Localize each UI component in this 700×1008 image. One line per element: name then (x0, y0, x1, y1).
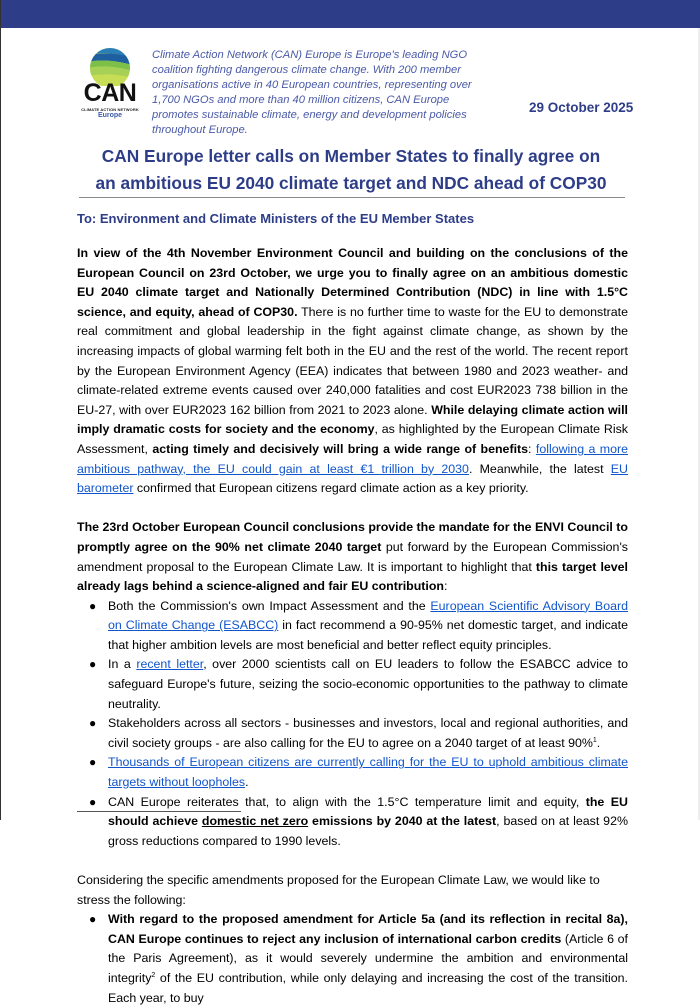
list-item (77, 655, 628, 714)
link-esabcc[interactable]: European Scientific Advisory Board on Climate Change (ESABCC) (108, 598, 628, 633)
logo-can-text: CAN (83, 79, 137, 107)
body-text: of the EU contribution, while only delaying and increasing the cost of the transition. Each year, to buy (108, 970, 628, 1005)
bold-text: With regard to the proposed amendment for Article 5a (and its reflection in recital 8a), CAN Europe continues to reject any inclusion of international carbon credits (108, 912, 628, 946)
body-text: Both the Commission's own Impact Assessment and the (108, 598, 431, 613)
body-text: confirmed that European citizens regard climate action as a key priority. (133, 481, 529, 496)
link-recent-letter[interactable]: recent letter (136, 657, 204, 672)
bullet-icon: ● (89, 598, 97, 613)
body-text: : (443, 579, 448, 594)
bold-underlined-text: domestic net zero (201, 814, 309, 829)
bullet-list-evidence (77, 597, 628, 852)
recipient-line: To: Environment and Climate Ministers of the EU Member States (77, 211, 475, 226)
body-text: (Article 6 of the Paris Agreement), as it would severely undermine the ambition and environmental integrity (108, 931, 629, 985)
body-text: in fact recommend a 90-95% net domestic target, and indicate that higher ambition levels are most beneficial and better reflect equity principles. (108, 618, 628, 652)
body-text: In a (108, 657, 137, 672)
footnote-separator (77, 811, 241, 812)
title-line-1: CAN Europe letter calls on Member States to finally agree on (101, 146, 601, 166)
page-title (61, 143, 641, 197)
bold-text: While delaying climate action will imply dramatic costs for society and the economy (77, 402, 628, 437)
body-text: , based on at least 92% gross reductions compared to 1990 levels. (108, 814, 628, 848)
list-item (77, 597, 628, 656)
logo-network-text: CLIMATE ACTION NETWORK (81, 107, 139, 112)
title-line-2: an ambitious EU 2040 climate target and NDC ahead of COP30 (95, 173, 607, 193)
footnote-ref[interactable]: 1 (592, 736, 597, 744)
list-item (77, 753, 628, 792)
list-item (77, 714, 628, 753)
top-header-band (1, 0, 700, 28)
bold-text: The 23rd October European Council conclusions provide the mandate for the ENVI Council to promptly agree on the 90% net climate 2040 target (77, 520, 628, 554)
body-text: , as highlighted by the European Climate Risk Assessment, (77, 422, 628, 456)
bullet-list-amendments (77, 910, 628, 1008)
letter-date: 29 October 2025 (529, 100, 634, 115)
body-text: , over 2000 scientists call on EU leaders to follow the ESABCC advice to safeguard Europe's future, seizing the socio-economic opportunities to the pathway to climate neutrality. (108, 657, 628, 711)
body-text: Stakeholders across all sectors - businesses and investors, local and regional authorities, and civil society groups - are also calling for the EU to agree on a 2040 target of at least 90% (108, 716, 628, 750)
paragraph-council-conclusions (77, 518, 628, 596)
can-europe-logo (79, 46, 141, 122)
body-text: put forward by the European Commission's amendment proposal to the European Climate Law. It is important to highlight that (77, 539, 628, 574)
bold-text: this target level already lags behind a science-aligned and fair EU contribution (77, 559, 628, 594)
bold-text: emissions by 2040 at the latest (308, 814, 497, 829)
organisation-intro: Climate Action Network (CAN) Europe is Europe's leading NGO coalition fighting dangerous climate change. With 200 member organisations active in 40 European countries, representing over 1,700 NGOs and more than 40 million citizens, CAN Europe promotes sustainable climate, energy and development policies throughout Europe. (152, 49, 472, 136)
paragraph-amendments: Considering the specific amendments proposed for the European Climate Law, we would like to stress the following: (77, 873, 600, 907)
letter-body (77, 244, 628, 1008)
bold-text: In view of the 4th November Environment Council and building on the conclusions of the European Council on 23rd October, we urge you to finally agree on an ambitious domestic EU 2040 climate target and Nationally Determined Contribution (NDC) in line with 1.5°C science, and equity, ahead of COP30. (77, 246, 628, 319)
body-text: . Meanwhile, the latest (468, 461, 611, 476)
body-text: CAN Europe reiterates that, to align with the 1.5°C temperature limit and equity, (108, 794, 586, 809)
bullet-icon: ● (89, 716, 97, 731)
footnote-ref[interactable]: 2 (151, 971, 156, 979)
link-eu-barometer[interactable]: EU barometer (77, 461, 628, 496)
title-divider (79, 197, 625, 198)
body-text: . (596, 735, 601, 750)
bullet-icon: ● (89, 657, 97, 672)
logo-region-text: Europe (97, 112, 123, 119)
bold-text: the EU should achieve (108, 794, 628, 829)
bullet-icon: ● (89, 794, 97, 809)
body-text: . (245, 775, 249, 790)
link-citizens-petition[interactable]: Thousands of European citizens are currently calling for the EU to uphold ambitious climate targets without loopholes (108, 755, 628, 790)
list-item (77, 910, 628, 1008)
body-text: : (528, 441, 536, 456)
bullet-icon: ● (89, 912, 97, 927)
paragraph-intro (77, 244, 628, 499)
list-item (77, 793, 628, 852)
bold-text: acting timely and decisively will bring a wide range of benefits (152, 441, 529, 456)
bullet-icon: ● (89, 755, 97, 770)
body-text: There is no further time to waste for the EU to demonstrate real commitment and global leadership in the fight against climate change, as shown by the increasing impacts of global warming felt both in the EU and the rest of the world. The recent report by the European Environment Agency (EEA) indicates that between 1980 and 2023 weather- and climate-related extreme events caused over 240,000 fatalities and cost EUR2023 738 billion in the EU-27, with over EUR2023 162 billion from 2021 to 2023 alone. (77, 304, 628, 417)
link-ambitious-pathway[interactable]: following a more ambitious pathway, the EU could gain at least €1 trillion by 2030 (77, 441, 628, 476)
